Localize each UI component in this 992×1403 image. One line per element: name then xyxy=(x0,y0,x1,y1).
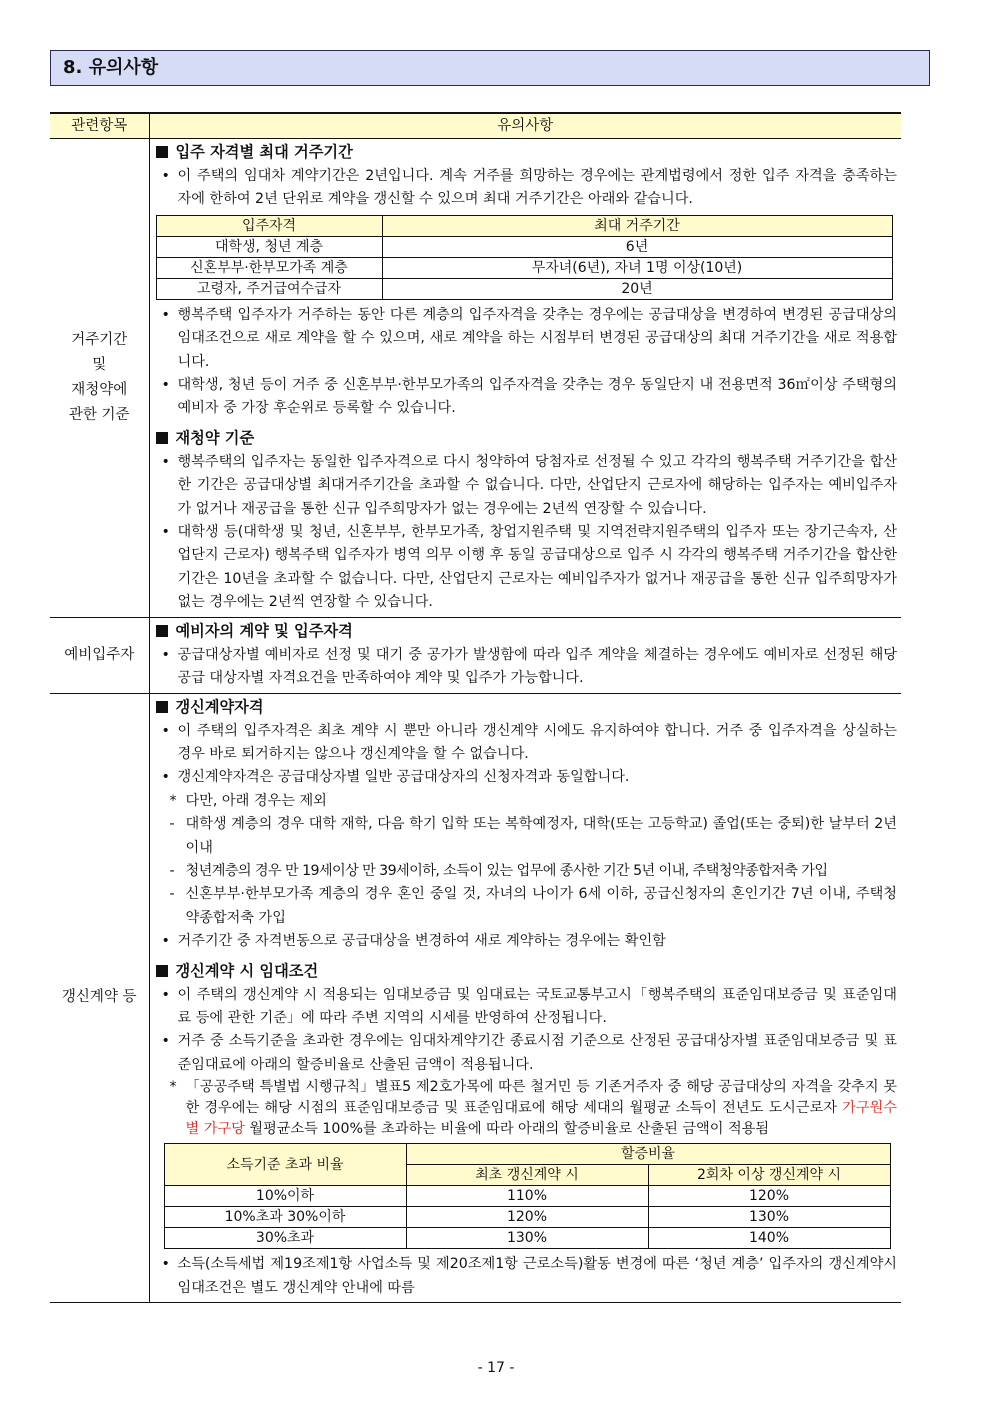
section-title: 8. 유의사항 xyxy=(50,50,930,86)
dash-item: - 청년계층의 경우 만 19세이상 만 39세이하, 소득이 있는 업무에 종사한 기간 5년 이내, 주택청약종합저축 가입 xyxy=(169,862,828,879)
bullet-paragraph: • 이 주택의 갱신계약 시 적용되는 임대보증금 및 임대료는 국토교통부고시「행복주택의 표준임대보증금 및 표준임대료 등에 관한 기준」에 따라 주변 지역의 시세를 반영하여 산정됩니다. xyxy=(154,984,898,1031)
bullet-paragraph: • 거주기간 중 자격변동으로 공급대상을 변경하여 새로 계약하는 경우에는 확인함 xyxy=(154,930,898,953)
table-row: 10%이하 110% 120% xyxy=(164,1186,890,1207)
table-row: 신혼부부·한부모가족 계층 무자녀(6년), 자녀 1명 이상(10년) xyxy=(156,257,892,278)
heading: 예비자의 계약 및 입주자격 xyxy=(154,620,898,642)
table-header-cell: 2회차 이상 갱신계약 시 xyxy=(648,1165,890,1186)
square-bullet-icon xyxy=(156,701,168,713)
square-bullet-icon xyxy=(156,432,168,444)
waitlist-label: 예비입주자 xyxy=(50,617,149,693)
table-header-row xyxy=(50,113,901,139)
dash-item: - 대학생 계층의 경우 대학 재학, 다음 학기 입학 또는 복학예정자, 대학(또는 고등학교) 졸업(또는 중퇴)한 날부터 2년 이내 xyxy=(169,816,897,856)
page-number: - 17 - xyxy=(477,1360,515,1376)
bullet-paragraph: • 갱신계약자격은 공급대상자별 일반 공급대상자의 신청자격과 동일합니다. xyxy=(154,766,898,789)
table-row: 대학생, 청년 계층 6년 xyxy=(156,236,892,257)
heading: 갱신계약 시 임대조건 xyxy=(154,960,898,982)
bullet-paragraph: • 이 주택의 입주자격은 최초 계약 시 뿐만 아니라 갱신계약 시에도 유지하여야 합니다. 거주 중 입주자격을 상실하는 경우 바로 퇴거하지는 않으나 갱신계약을 할 수 없습니다. xyxy=(154,720,898,767)
table-row: 10%초과 30%이하 120% 130% xyxy=(164,1207,890,1228)
table-header-cell: 최초 갱신계약 시 xyxy=(406,1165,648,1186)
square-bullet-icon xyxy=(156,625,168,637)
bullet-paragraph: • 대학생, 청년 등이 거주 중 신혼부부·한부모가족의 입주자격을 갖추는 경우 동일단지 내 전용면적 36㎡이상 주택형의 예비자 중 가장 후순위로 등록할 수 있습니다. xyxy=(154,374,898,421)
renewal-label: 갱신계약 등 xyxy=(50,693,149,1303)
square-bullet-icon xyxy=(156,965,168,977)
residence-label: 거주기간 및 재청약에 관한 기준 xyxy=(50,139,149,618)
waitlist-content xyxy=(149,617,901,693)
table-header-cell: 최대 거주기간 xyxy=(382,215,892,236)
bullet-paragraph: • 소득(소득세법 제19조제1항 사업소득 및 제20조제1항 근로소득)활동 변경에 따른 ‘청년 계층’ 입주자의 갱신계약시 임대조건은 별도 갱신계약 안내에 따름 xyxy=(154,1253,898,1300)
bullet-paragraph: • 행복주택의 입주자는 동일한 입주자격으로 다시 청약하여 당첨자로 선정될 수 있고 각각의 행복주택 거주기간을 합산한 기간은 공급대상별 최대거주기간을 초과할 수 없습니다. 다만, 산업단지 근로자에 해당하는 입주자는 예비입주자가 없거나 재공급을 통한 신규 입주희망자가 없는 경우에는 2년씩 연장할 수 있습니다. xyxy=(154,451,898,521)
heading: 재청약 기준 xyxy=(154,427,898,449)
bullet-paragraph: • 공급대상자별 예비자로 선정 및 대기 중 공가가 발생함에 따라 입주 계약을 체결하는 경우에도 예비자로 선정된 해당 공급 대상자별 자격요건을 만족하여야 계약 및 입주가 가능합니다. xyxy=(154,644,898,691)
bullet-paragraph: • 대학생 등(대학생 및 청년, 신혼부부, 한부모가족, 창업지원주택 및 지역전략지원주택의 입주자 또는 장기근속자, 산업단지 근로자) 행복주택 입주자가 병역 의무 이행 후 동일 공급대상으로 입주 시 각각의 행복주택 거주기간을 합산한 기간은 10년을 초과할 수 없습니다. 다만, 산업단지 근로자는 예비입주자가 없거나 재공급을 통한 신규 입주희망자가 없는 경우에는 2년씩 연장할 수 있습니다. xyxy=(154,521,898,615)
surcharge-table xyxy=(164,1143,891,1249)
dash-item: - 신혼부부·한부모가족 계층의 경우 혼인 중일 것, 자녀의 나이가 6세 이하, 공급신청자의 혼인기간 7년 이내, 주택청약종합저축 가입 xyxy=(169,886,897,926)
table-row xyxy=(50,617,901,693)
renewal-content xyxy=(149,693,901,1303)
category-header: 관련항목 xyxy=(50,113,149,139)
bullet-paragraph: • 이 주택의 임대차 계약기간은 2년입니다. 계속 거주를 희망하는 경우에는 관계법령에서 정한 입주 자격을 충족하는 자에 한하여 2년 단위로 계약을 갱신할 수 있으며 최대 거주기간은 아래와 같습니다. xyxy=(154,165,898,212)
max-residence-table xyxy=(156,215,893,300)
table-header-cell: 할증비율 xyxy=(406,1144,890,1165)
bullet-paragraph: • 거주 중 소득기준을 초과한 경우에는 임대차계약기간 종료시점 기준으로 산정된 공급대상자별 표준임대보증금 및 표준임대료에 아래의 할증비율로 산출된 금액이 적용됩니다. xyxy=(154,1030,898,1077)
note-line: * 다만, 아래 경우는 제외 xyxy=(169,792,327,809)
highlighted-text: 가구원수별 가구당 xyxy=(185,1100,897,1138)
bullet-paragraph: • 행복주택 입주자가 거주하는 동안 다른 계층의 입주자격을 갖추는 경우에는 공급대상을 변경하여 변경된 공급대상의 임대조건으로 새로 계약을 할 수 있으며, 새로 계약을 하는 시점부터 변경된 공급대상의 최대 거주기간을 새로 적용합니다. xyxy=(154,304,898,374)
table-row: 고령자, 주거급여수급자 20년 xyxy=(156,278,892,299)
notes-header: 유의사항 xyxy=(149,113,901,139)
square-bullet-icon xyxy=(156,146,168,158)
heading: 갱신계약자격 xyxy=(154,696,898,718)
table-row xyxy=(50,139,901,618)
table-row: 30%초과 130% 140% xyxy=(164,1228,890,1249)
note-paragraph: * 「공공주택 특별법 시행규칙」별표5 제2호가목에 따른 철거민 등 기존거주자 중 해당 공급대상의 자격을 갖추지 못한 경우에는 해당 시점의 표준임대보증금 및 표준임대료에 해당 세대의 월평균 소득이 전년도 도시근로자 가구원수별 가구당 월평균소득 100%를 초과하는 비율에 따라 아래의 할증비율로 산출된 금액이 적용됨 xyxy=(169,1079,897,1138)
notes-table xyxy=(50,112,901,1303)
residence-content xyxy=(149,139,901,618)
table-row xyxy=(50,693,901,1303)
table-header-cell: 소득기준 초과 비율 xyxy=(164,1144,406,1186)
table-header-cell: 입주자격 xyxy=(156,215,382,236)
heading: 입주 자격별 최대 거주기간 xyxy=(154,141,898,163)
